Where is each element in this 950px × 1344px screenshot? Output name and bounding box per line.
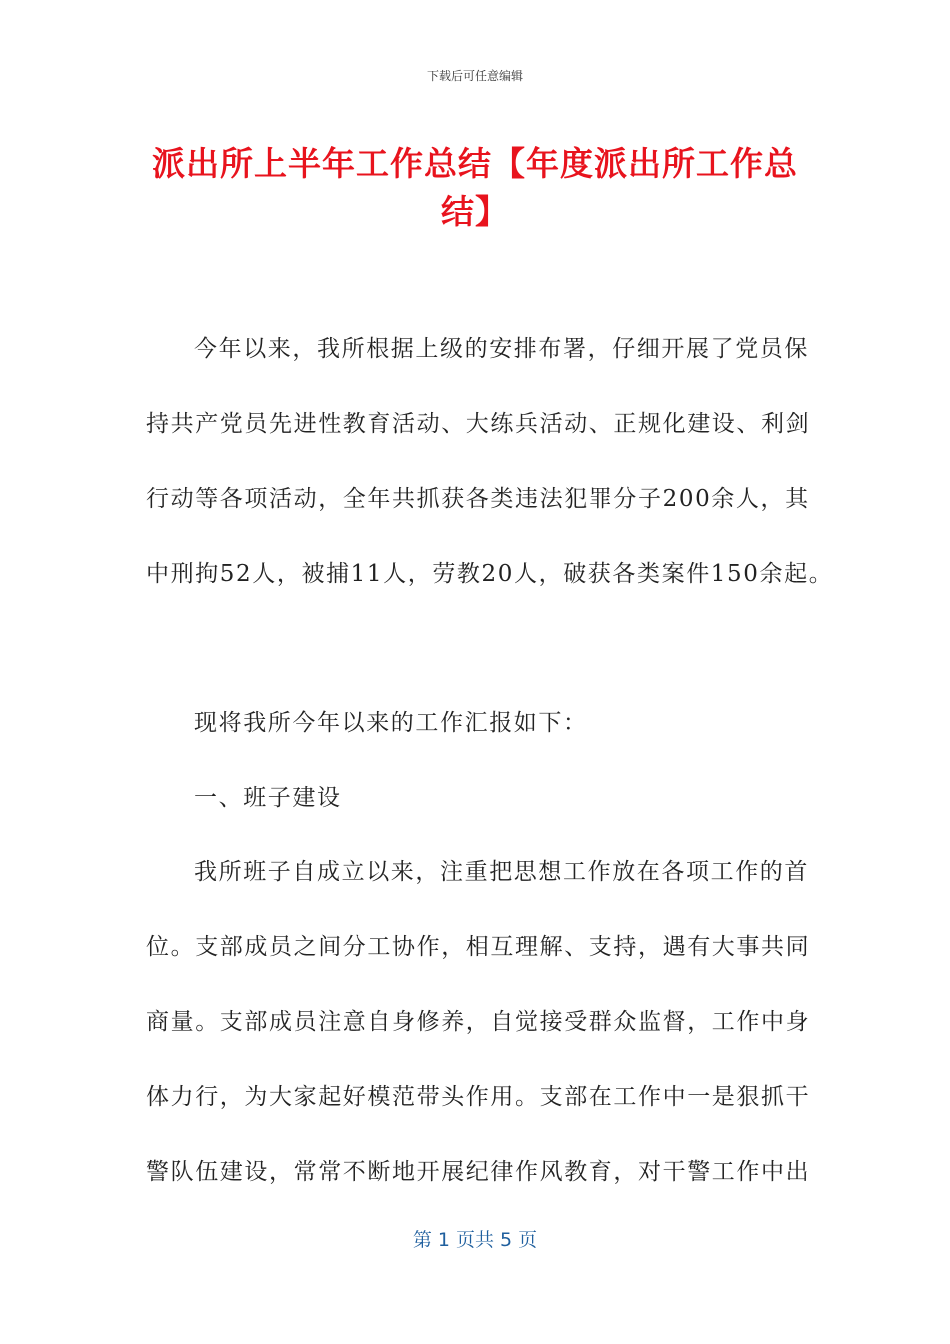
document-title-line-1: 派出所上半年工作总结【年度派出所工作总 [152,144,798,183]
paragraph-4-line-5: 警队伍建设，常常不断地开展纪律作风教育，对干警工作中出 [146,1159,811,1185]
paragraph-4-line-4: 体力行，为大家起好模范带头作用。支部在工作中一是狠抓干 [146,1084,811,1110]
document-title-line-2: 结】 [441,192,509,231]
document-title [140,140,810,236]
paragraph-1-line-1: 今年以来，我所根据上级的安排布署，仔细开展了党员保 [194,336,809,362]
paragraph-1-line-2: 持共产党员先进性教育活动、大练兵活动、正规化建设、利剑 [146,411,811,437]
paragraph-4-line-1: 我所班子自成立以来，注重把思想工作放在各项工作的首 [194,859,809,885]
paragraph-4-line-2: 位。支部成员之间分工协作，相互理解、支持，遇有大事共同 [146,934,811,960]
section-heading-1: 一、班子建设 [194,785,342,811]
paragraph-2: 现将我所今年以来的工作汇报如下： [194,710,588,736]
paragraph-1-line-3: 行动等各项活动，全年共抓获各类违法犯罪分子200余人，其 [146,486,810,512]
header-note: 下载后可任意编辑 [426,69,523,83]
page-number-footer: 第 1 页共 5 页 [412,1229,538,1251]
paragraph-4-line-3: 商量。支部成员注意自身修养，自觉接受群众监督，工作中身 [146,1009,811,1035]
paragraph-1-line-4: 中刑拘52人，被捕11人，劳教20人，破获各类案件150余起。 [146,561,834,587]
